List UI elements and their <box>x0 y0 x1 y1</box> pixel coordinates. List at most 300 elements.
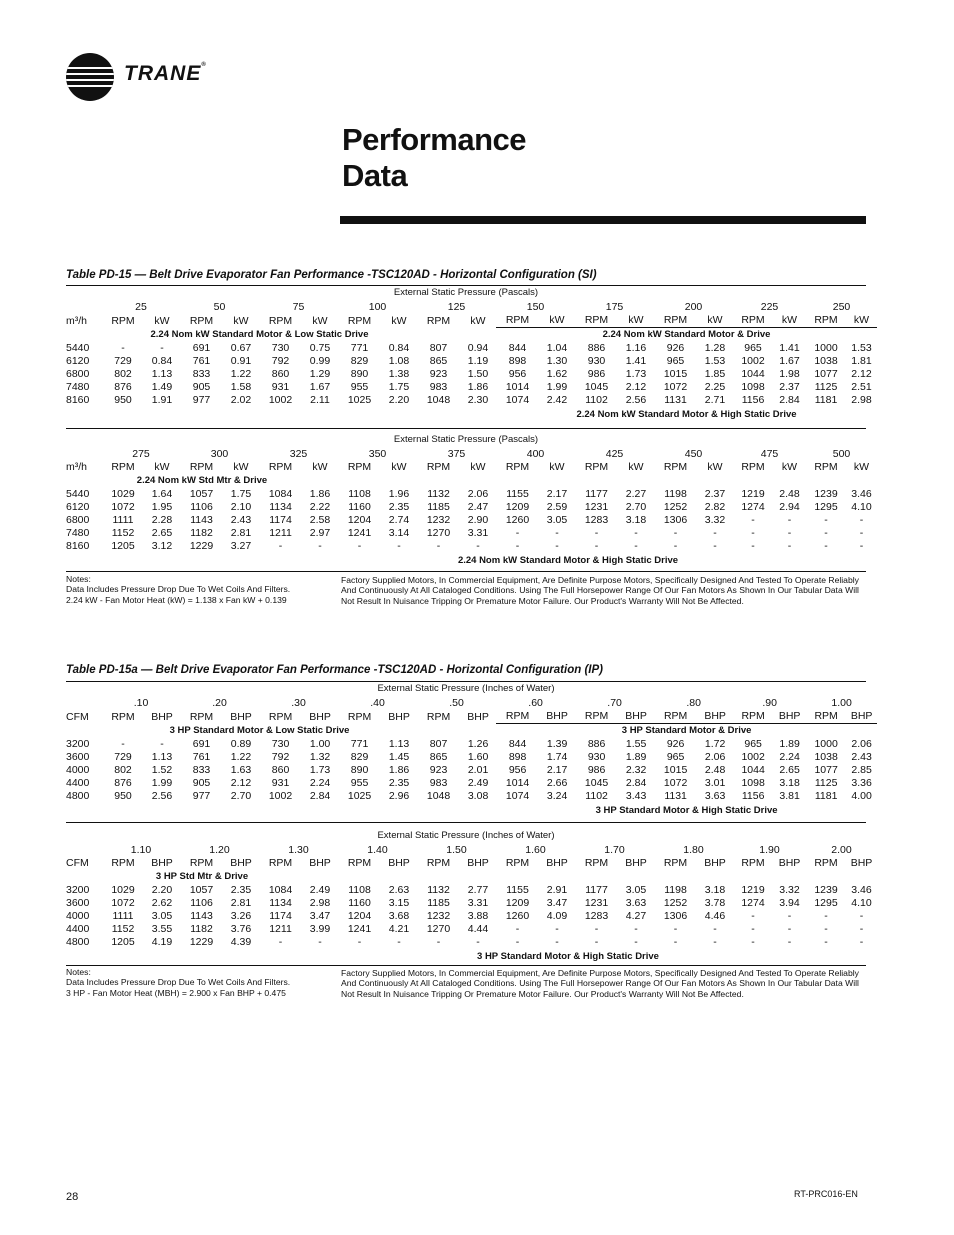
data-cell: 2.35 <box>388 500 410 513</box>
data-cell: 950 <box>114 394 132 407</box>
data-cell: 833 <box>192 368 211 381</box>
note-line: Notes: <box>66 574 91 584</box>
data-cell: 3.05 <box>625 883 647 896</box>
motor-warranty-note: Factory Supplied Motors, In Commercial Equipment, Are Definite Purpose Motors, Specifically Designed And Tested To Operate Reliably And Continuously At All Cataloged Conditions. Using The Full Horsepower Range Of Our Fan Motors As Shown In Our Tabular Data Will Not Result In Nuisance Tripping Or Premature Motor Failure. Our Product's Warranty Will Not Be Affected. <box>341 575 859 606</box>
data-cell: - <box>751 923 755 936</box>
column-header: RPM <box>347 710 372 723</box>
data-cell: 1074 <box>505 790 530 803</box>
data-cell: 1241 <box>347 527 372 540</box>
data-cell: - <box>673 527 678 540</box>
data-cell: 1.67 <box>779 354 800 367</box>
blank-cell <box>66 474 102 487</box>
pressure-label: 400 <box>526 448 545 461</box>
data-cell: 2.94 <box>779 500 800 513</box>
data-cell: 3.63 <box>625 896 647 909</box>
data-cell: 1219 <box>741 487 765 500</box>
data-cell: 1106 <box>190 896 213 909</box>
data-cell: 1057 <box>189 883 214 896</box>
trane-logo-icon <box>66 53 114 101</box>
data-cell: - <box>751 936 755 949</box>
column-header: BHP <box>388 857 410 870</box>
data-cell: 1108 <box>348 487 371 500</box>
pressure-label: 1.80 <box>683 844 704 857</box>
data-cell: - <box>515 923 520 936</box>
column-header: m³/h <box>66 314 87 327</box>
data-cell: 1.38 <box>388 368 410 381</box>
motor-row <box>66 950 877 963</box>
data-cell: 771 <box>350 737 369 750</box>
data-cell: 2.49 <box>467 777 489 790</box>
data-cell: - <box>713 540 717 553</box>
data-cell: 3.12 <box>151 540 173 553</box>
table-row <box>66 897 877 910</box>
data-cell: 1057 <box>189 487 214 500</box>
table-row <box>66 777 877 790</box>
blank-cell <box>417 328 496 342</box>
data-cell: 2.77 <box>467 883 489 896</box>
data-cell: 3.46 <box>851 883 872 896</box>
data-cell: 2.43 <box>230 514 252 527</box>
data-cell: - <box>476 936 480 949</box>
data-cell: - <box>787 923 792 936</box>
column-header: RPM <box>741 710 765 723</box>
data-cell: - <box>555 527 559 540</box>
motor-label: 3 HP Standard Motor & Drive <box>496 724 877 738</box>
blank-cell <box>66 870 102 883</box>
data-cell: 2.65 <box>151 527 173 540</box>
column-header: kW <box>233 461 249 474</box>
data-cell: - <box>594 527 599 540</box>
data-cell: 898 <box>508 354 527 367</box>
divider <box>66 681 866 682</box>
data-cell: 876 <box>114 777 132 790</box>
data-cell: - <box>278 540 283 553</box>
column-header: BHP <box>704 710 726 723</box>
table-row <box>66 368 877 381</box>
data-cell: 0.67 <box>230 341 252 354</box>
data-cell: 3.27 <box>230 540 252 553</box>
data-cell: 1.49 <box>151 381 173 394</box>
data-cell: 1.67 <box>309 381 331 394</box>
data-cell: 1002 <box>741 750 765 763</box>
pressure-label: .70 <box>607 697 622 710</box>
data-cell: 3.05 <box>151 910 173 923</box>
data-cell: 1.04 <box>546 341 568 354</box>
data-cell: 1211 <box>269 923 292 936</box>
data-cell: - <box>824 540 828 553</box>
data-cell: 1283 <box>584 514 609 527</box>
data-cell: 1.39 <box>546 737 568 750</box>
pressure-label: 75 <box>292 301 305 314</box>
blank-cell <box>66 724 102 738</box>
data-cell: 3.76 <box>230 923 252 936</box>
data-cell: 1.55 <box>625 737 647 750</box>
data-cell: 1072 <box>663 381 688 394</box>
column-header: RPM <box>347 857 372 870</box>
data-cell: 1.29 <box>309 368 331 381</box>
data-cell: 1014 <box>505 381 530 394</box>
column-header: RPM <box>663 314 688 327</box>
performance-table <box>66 830 873 970</box>
pressure-label: 250 <box>832 301 851 314</box>
data-cell: 1098 <box>741 381 765 394</box>
page-number: 28 <box>66 1191 79 1203</box>
data-cell: 1.53 <box>851 341 872 354</box>
pressure-label: 2.00 <box>831 844 852 857</box>
data-cell: 1132 <box>427 487 450 500</box>
column-header: kW <box>707 461 723 474</box>
data-cell: 1025 <box>347 394 372 407</box>
data-cell: 1048 <box>426 790 451 803</box>
data-cell: 931 <box>271 777 290 790</box>
pressure-label: 1.30 <box>288 844 309 857</box>
data-cell: 923 <box>429 764 448 777</box>
airflow-cell: 6120 <box>66 500 90 513</box>
column-header: CFM <box>66 710 89 723</box>
data-cell: 923 <box>429 368 448 381</box>
column-header: kW <box>312 461 328 474</box>
pressure-label: 200 <box>684 301 703 314</box>
column-header: BHP <box>546 857 568 870</box>
airflow-cell: 3600 <box>66 750 90 763</box>
data-cell: 1.75 <box>388 381 410 394</box>
column-header: RPM <box>189 314 214 327</box>
motor-label: 3 HP Standard Motor & Low Static Drive <box>169 725 350 737</box>
data-cell: - <box>859 923 864 936</box>
data-cell: 2.24 <box>779 750 800 763</box>
column-header: RPM <box>741 314 765 327</box>
motor-label: 2.24 Nom kW Standard Motor & High Static Drive <box>457 554 679 566</box>
column-header: RPM <box>505 461 530 474</box>
table-row <box>66 910 877 923</box>
data-cell: 3.88 <box>467 910 489 923</box>
data-cell: 1132 <box>427 883 450 896</box>
data-cell: 3.31 <box>467 527 489 540</box>
data-cell: 1072 <box>663 777 688 790</box>
column-header: kW <box>781 461 798 474</box>
data-cell: 3.24 <box>546 790 568 803</box>
pressure-row <box>66 697 877 710</box>
note-line: 3 HP - Fan Motor Heat (MBH) = 2.900 x Fan BHP + 0.475 <box>66 987 286 998</box>
data-cell: 1177 <box>585 883 608 896</box>
column-header: BHP <box>230 857 252 870</box>
data-cell: 1102 <box>585 394 608 407</box>
column-header: kW <box>549 314 565 327</box>
airflow-cell: 4000 <box>66 764 90 777</box>
airflow-cell: 8160 <box>66 394 90 407</box>
pressure-label: 450 <box>684 448 703 461</box>
data-cell: 2.56 <box>625 394 647 407</box>
pressure-label: 1.00 <box>831 697 852 710</box>
pressure-label: 125 <box>447 301 466 314</box>
data-cell: 1134 <box>269 896 292 909</box>
data-cell: - <box>859 540 864 553</box>
data-cell: 1.95 <box>151 500 173 513</box>
table-row <box>66 738 877 751</box>
table-row <box>66 751 877 764</box>
data-cell: 1219 <box>741 883 765 896</box>
data-cell: 930 <box>587 750 606 763</box>
data-cell: - <box>859 936 864 949</box>
data-cell: 1177 <box>585 487 608 500</box>
data-cell: - <box>515 936 520 949</box>
column-header-row <box>66 710 877 724</box>
static-pressure-header: External Static Pressure (Inches of Water) <box>377 683 555 694</box>
data-cell: 2.25 <box>704 381 726 394</box>
data-cell: 1156 <box>741 394 765 407</box>
column-header: RPM <box>663 461 688 474</box>
note-line: 2.24 kW - Fan Motor Heat (kW) = 1.138 x Fan kW + 0.139 <box>66 594 287 605</box>
data-cell: - <box>751 514 755 527</box>
data-cell: 2.27 <box>625 487 647 500</box>
motor-row <box>66 328 877 342</box>
column-header: kW <box>154 461 170 474</box>
data-cell: 1038 <box>814 354 838 367</box>
data-cell: 771 <box>350 341 369 354</box>
column-header: BHP <box>151 710 173 723</box>
data-cell: 0.75 <box>309 341 331 354</box>
data-cell: 1181 <box>814 394 838 407</box>
data-cell: 1072 <box>111 500 135 513</box>
airflow-cell: 4800 <box>66 936 90 949</box>
data-cell: 2.63 <box>388 883 410 896</box>
data-cell: 2.35 <box>388 777 410 790</box>
blank-cell <box>302 870 877 883</box>
column-header: RPM <box>426 314 451 327</box>
column-header: RPM <box>111 857 135 870</box>
table-row <box>66 501 877 514</box>
data-cell: 1.81 <box>851 354 872 367</box>
data-cell: 2.11 <box>310 394 330 407</box>
data-cell: - <box>121 737 125 750</box>
data-cell: 1025 <box>347 790 372 803</box>
data-cell: 1155 <box>506 487 529 500</box>
data-cell: 4.09 <box>546 910 568 923</box>
data-cell: 3.55 <box>151 923 173 936</box>
blank-cell <box>66 328 102 342</box>
data-cell: 898 <box>508 750 527 763</box>
table-row <box>66 764 877 777</box>
data-cell: 1.30 <box>546 354 568 367</box>
data-cell: 792 <box>271 354 290 367</box>
data-cell: 1.00 <box>309 737 331 750</box>
column-header: RPM <box>814 461 838 474</box>
data-cell: 4.39 <box>230 936 252 949</box>
column-header: kW <box>233 314 249 327</box>
data-cell: - <box>160 737 164 750</box>
motor-label: 2.24 Nom kW Std Mtr & Drive <box>136 475 268 487</box>
data-cell: - <box>397 540 401 553</box>
pressure-label: 1.10 <box>130 844 152 857</box>
column-header: BHP <box>230 710 252 723</box>
data-cell: 1182 <box>190 923 213 936</box>
data-cell: 729 <box>114 750 132 763</box>
pressure-label: 1.60 <box>525 844 546 857</box>
data-cell: 2.97 <box>309 527 331 540</box>
pressure-label: 225 <box>760 301 779 314</box>
airflow-cell: 8160 <box>66 540 90 553</box>
column-header: RPM <box>741 857 765 870</box>
pressure-label: 300 <box>210 448 229 461</box>
data-cell: 955 <box>350 381 369 394</box>
table-row <box>66 884 877 897</box>
data-cell: 3.18 <box>625 514 647 527</box>
data-cell: - <box>634 923 638 936</box>
data-cell: 3.08 <box>467 790 489 803</box>
pressure-label: 1.50 <box>446 844 467 857</box>
data-cell: - <box>673 936 678 949</box>
data-cell: 1.62 <box>546 368 568 381</box>
column-header: RPM <box>814 857 838 870</box>
data-cell: 3.36 <box>851 777 872 790</box>
table-row <box>66 514 877 527</box>
data-cell: 1152 <box>111 527 135 540</box>
column-header: RPM <box>426 710 451 723</box>
data-cell: 1.50 <box>467 368 489 381</box>
data-cell: 807 <box>429 341 448 354</box>
data-cell: 2.51 <box>851 381 872 394</box>
static-pressure-header: External Static Pressure (Pascals) <box>393 434 539 445</box>
data-cell: 2.30 <box>467 394 489 407</box>
data-cell: - <box>824 910 828 923</box>
data-cell: 1185 <box>427 896 450 909</box>
data-cell: 0.99 <box>309 354 331 367</box>
data-cell: 1.19 <box>467 354 489 367</box>
data-cell: 1.26 <box>467 737 489 750</box>
data-cell: 1232 <box>426 514 451 527</box>
pressure-label: 475 <box>760 448 779 461</box>
pressure-label: 425 <box>605 448 624 461</box>
data-cell: 2.47 <box>467 500 489 513</box>
column-header: BHP <box>467 710 489 723</box>
pressure-label: 175 <box>605 301 624 314</box>
data-cell: 730 <box>271 341 290 354</box>
data-cell: 761 <box>192 354 211 367</box>
data-cell: 0.94 <box>467 341 489 354</box>
airflow-cell: 6800 <box>66 514 90 527</box>
data-cell: 2.91 <box>546 883 568 896</box>
data-cell: - <box>859 910 864 923</box>
data-cell: 1002 <box>268 394 293 407</box>
table-caption: Table PD-15 — Belt Drive Evaporator Fan Performance -TSC120AD - Horizontal Configuration (SI) <box>66 269 597 281</box>
data-cell: 1239 <box>814 883 838 896</box>
airflow-cell: 3200 <box>66 737 90 750</box>
airflow-cell: 4000 <box>66 910 90 923</box>
blank-cell <box>66 554 259 567</box>
data-cell: 983 <box>429 777 448 790</box>
pressure-label: .40 <box>370 697 385 710</box>
column-header: RPM <box>268 461 293 474</box>
data-cell: 2.74 <box>388 514 410 527</box>
data-cell: 3.14 <box>388 527 410 540</box>
motor-label: 3 HP Standard Motor & High Static Drive <box>477 950 659 962</box>
data-cell: 1125 <box>814 381 838 394</box>
data-cell: - <box>673 540 678 553</box>
column-header: RPM <box>584 857 609 870</box>
data-cell: 1.86 <box>309 487 331 500</box>
column-header: BHP <box>151 857 173 870</box>
data-cell: 2.98 <box>309 896 331 909</box>
table-row <box>66 342 877 355</box>
data-cell: - <box>594 923 599 936</box>
data-cell: 2.17 <box>546 764 568 777</box>
pressure-label: 500 <box>832 448 851 461</box>
column-header: RPM <box>347 461 372 474</box>
column-header: kW <box>391 461 407 474</box>
data-cell: 2.37 <box>779 381 800 394</box>
data-cell: - <box>357 540 362 553</box>
pressure-label: 350 <box>368 448 387 461</box>
data-cell: 1295 <box>814 896 838 909</box>
pressure-label: 50 <box>213 301 226 314</box>
data-cell: 926 <box>666 341 685 354</box>
motor-label: 3 HP Standard Motor & High Static Drive <box>595 804 778 816</box>
data-cell: 833 <box>192 764 211 777</box>
data-cell: 1002 <box>268 790 293 803</box>
table-row <box>66 923 877 936</box>
data-cell: - <box>787 936 792 949</box>
data-cell: 4.46 <box>704 910 726 923</box>
data-cell: 977 <box>192 394 211 407</box>
data-cell: 1098 <box>741 777 765 790</box>
divider <box>66 428 866 429</box>
column-header: BHP <box>467 857 489 870</box>
column-header-row <box>66 857 877 870</box>
data-cell: - <box>824 527 828 540</box>
data-cell: 1.13 <box>388 737 410 750</box>
pressure-label: .50 <box>449 697 464 710</box>
pressure-label: 1.70 <box>604 844 625 857</box>
data-cell: 730 <box>271 737 290 750</box>
data-cell: 1038 <box>814 750 838 763</box>
divider <box>66 822 866 823</box>
data-cell: 1205 <box>111 540 135 553</box>
data-cell: 860 <box>271 368 290 381</box>
data-cell: 1182 <box>190 527 213 540</box>
data-cell: 2.48 <box>779 487 800 500</box>
data-cell: 4.10 <box>851 896 872 909</box>
data-cell: 2.96 <box>388 790 410 803</box>
data-cell: - <box>751 540 755 553</box>
data-cell: 1.22 <box>230 750 252 763</box>
data-cell: 844 <box>508 341 527 354</box>
data-cell: 2.48 <box>704 764 726 777</box>
data-cell: 2.85 <box>851 764 872 777</box>
data-cell: 2.12 <box>230 777 252 790</box>
data-cell: 1306 <box>663 910 688 923</box>
column-header: RPM <box>268 314 293 327</box>
column-header: kW <box>628 314 644 327</box>
data-cell: 1.99 <box>151 777 173 790</box>
data-cell: 2.81 <box>230 896 252 909</box>
data-cell: - <box>515 527 520 540</box>
page-title: Performance Data <box>342 122 527 193</box>
data-cell: 1.99 <box>546 381 568 394</box>
data-cell: 4.21 <box>388 923 410 936</box>
data-cell: - <box>436 936 441 949</box>
data-cell: 691 <box>192 737 211 750</box>
data-cell: 1156 <box>741 790 765 803</box>
data-cell: 1.53 <box>704 354 726 367</box>
pressure-label: 375 <box>447 448 466 461</box>
data-cell: 1.86 <box>388 764 410 777</box>
data-cell: 829 <box>350 750 369 763</box>
data-cell: 890 <box>350 368 369 381</box>
data-cell: - <box>713 923 717 936</box>
airflow-cell: 6120 <box>66 354 90 367</box>
data-cell: 2.62 <box>151 896 173 909</box>
data-cell: 3.46 <box>851 487 872 500</box>
